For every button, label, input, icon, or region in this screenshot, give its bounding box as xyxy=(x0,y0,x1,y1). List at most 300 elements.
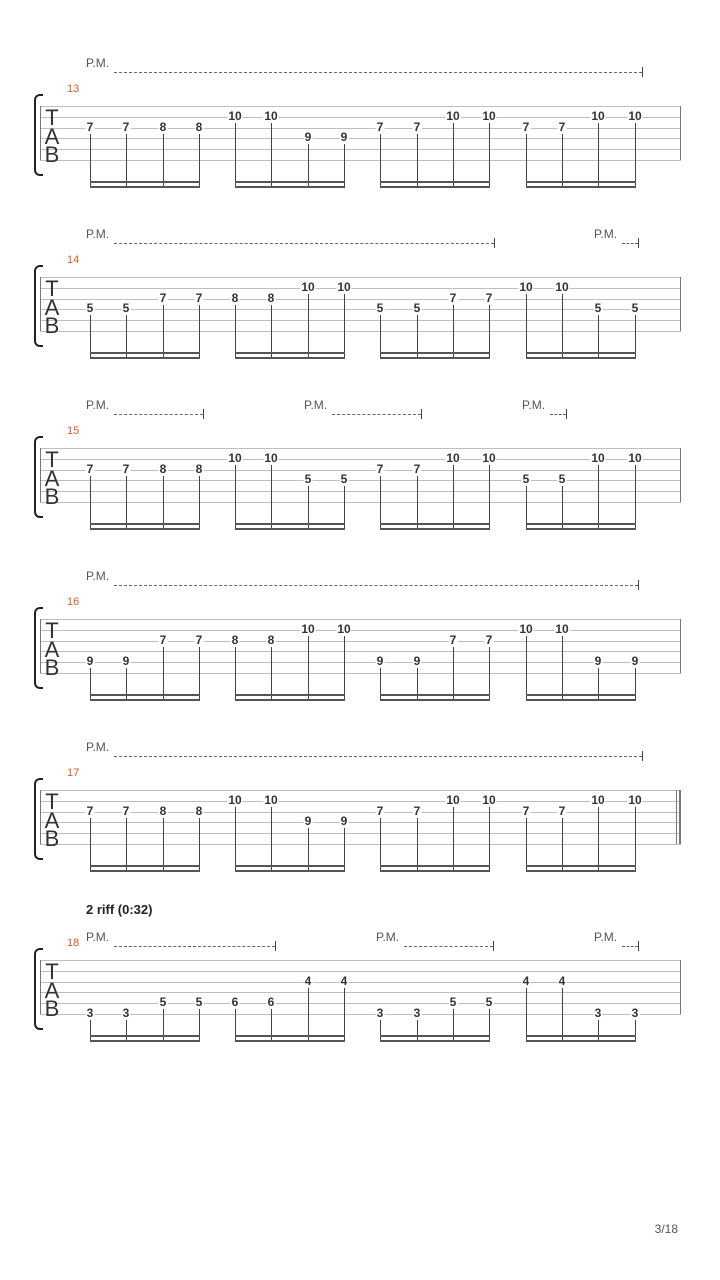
note-stem xyxy=(235,647,236,699)
staff-line xyxy=(40,106,681,107)
fret-number: 8 xyxy=(231,632,239,647)
tab-system xyxy=(0,569,720,729)
measure-number: 15 xyxy=(67,425,80,437)
note-stem xyxy=(308,486,309,528)
staff-line xyxy=(40,630,681,631)
fret-number: 7 xyxy=(522,119,530,134)
palm-mute-end xyxy=(494,238,495,248)
fret-number: 5 xyxy=(413,301,421,316)
barline-right xyxy=(680,277,681,331)
note-beam xyxy=(235,528,345,530)
palm-mute-end xyxy=(642,751,643,761)
fret-number: 7 xyxy=(558,803,566,818)
note-beam xyxy=(380,528,490,530)
note-stem xyxy=(562,134,563,186)
note-stem xyxy=(163,476,164,528)
palm-mute-line xyxy=(622,243,638,244)
fret-number: 9 xyxy=(86,654,94,669)
note-beam xyxy=(380,186,490,188)
note-stem xyxy=(635,1020,636,1040)
note-beam xyxy=(90,181,200,183)
note-stem xyxy=(235,465,236,528)
note-stem xyxy=(598,315,599,357)
fret-number: 8 xyxy=(195,119,203,134)
note-beam xyxy=(90,523,200,525)
note-stem xyxy=(271,465,272,528)
palm-mute-end xyxy=(642,67,643,77)
note-stem xyxy=(417,315,418,357)
note-stem xyxy=(308,988,309,1040)
note-stem xyxy=(417,134,418,186)
note-stem xyxy=(126,1020,127,1040)
palm-mute-label: P.M. xyxy=(86,398,110,412)
fret-number: 10 xyxy=(591,108,605,123)
note-beam xyxy=(90,357,200,359)
tab-clef-letter: T xyxy=(45,789,59,814)
palm-mute-end xyxy=(275,941,276,951)
note-stem xyxy=(308,294,309,357)
note-stem xyxy=(526,294,527,357)
staff-line xyxy=(40,470,681,471)
fret-number: 3 xyxy=(86,1006,94,1020)
note-stem xyxy=(635,807,636,870)
fret-number: 10 xyxy=(446,108,460,123)
note-stem xyxy=(163,647,164,699)
note-stem xyxy=(380,134,381,186)
barline-left xyxy=(40,960,41,1014)
note-stem xyxy=(235,305,236,357)
note-beam xyxy=(380,1040,490,1042)
note-beam xyxy=(380,352,490,354)
fret-number: 5 xyxy=(485,995,493,1010)
fret-number: 3 xyxy=(631,1006,639,1020)
staff-line xyxy=(40,448,681,449)
tab-clef-letter: A xyxy=(44,977,60,1003)
note-beam xyxy=(90,186,200,188)
fret-number: 7 xyxy=(86,461,94,476)
fret-number: 5 xyxy=(195,995,203,1010)
staff-line xyxy=(40,320,681,321)
fret-number: 3 xyxy=(594,1006,602,1020)
note-stem xyxy=(344,144,345,186)
tab-system xyxy=(0,56,720,216)
staff-line xyxy=(40,480,681,481)
note-beam xyxy=(526,699,636,701)
tab-clef-letter: B xyxy=(44,313,60,338)
note-stem xyxy=(489,647,490,699)
note-beam xyxy=(526,181,636,183)
note-stem xyxy=(453,305,454,357)
fret-number: 10 xyxy=(228,792,242,807)
barline-final-thick xyxy=(679,790,681,844)
note-beam xyxy=(526,1040,636,1042)
fret-number: 7 xyxy=(376,461,384,476)
fret-number: 10 xyxy=(264,450,278,465)
palm-mute-line xyxy=(114,72,642,73)
note-stem xyxy=(562,988,563,1040)
barline-left xyxy=(40,106,41,160)
fret-number: 9 xyxy=(340,130,348,145)
fret-number: 10 xyxy=(591,792,605,807)
fret-number: 6 xyxy=(267,995,275,1010)
note-beam xyxy=(380,357,490,359)
note-stem xyxy=(163,305,164,357)
measure-number: 17 xyxy=(67,767,80,779)
palm-mute-end xyxy=(203,409,204,419)
section-label: 2 riff (0:32) xyxy=(86,902,153,917)
note-stem xyxy=(163,818,164,870)
note-beam xyxy=(380,694,490,696)
fret-number: 10 xyxy=(555,279,569,294)
barline-right xyxy=(680,960,681,1014)
staff-line xyxy=(40,662,681,663)
fret-number: 10 xyxy=(482,108,496,123)
note-stem xyxy=(417,1020,418,1040)
palm-mute-label: P.M. xyxy=(594,930,618,944)
staff-line xyxy=(40,1003,681,1004)
note-stem xyxy=(598,465,599,528)
palm-mute-line xyxy=(550,414,566,415)
palm-mute-line xyxy=(114,756,642,757)
note-stem xyxy=(344,828,345,870)
note-stem xyxy=(526,636,527,699)
note-stem xyxy=(380,818,381,870)
staff-line xyxy=(40,288,681,289)
palm-mute-end xyxy=(638,238,639,248)
tab-system xyxy=(0,227,720,387)
note-stem xyxy=(90,315,91,357)
note-stem xyxy=(453,807,454,870)
fret-number: 9 xyxy=(631,654,639,669)
note-stem xyxy=(344,294,345,357)
fret-number: 7 xyxy=(122,461,130,476)
barline-left xyxy=(40,448,41,502)
note-beam xyxy=(90,865,200,867)
staff-line xyxy=(40,277,681,278)
fret-number: 9 xyxy=(304,130,312,145)
note-beam xyxy=(380,870,490,872)
note-stem xyxy=(453,465,454,528)
note-stem xyxy=(562,818,563,870)
note-stem xyxy=(526,486,527,528)
note-stem xyxy=(90,818,91,870)
staff-line xyxy=(40,641,681,642)
staff-line xyxy=(40,619,681,620)
note-stem xyxy=(380,476,381,528)
fret-number: 5 xyxy=(159,995,167,1010)
note-beam xyxy=(90,699,200,701)
tab-clef-letter: B xyxy=(44,996,60,1021)
fret-number: 10 xyxy=(264,792,278,807)
fret-number: 10 xyxy=(482,792,496,807)
fret-number: 4 xyxy=(304,973,312,988)
fret-number: 10 xyxy=(628,792,642,807)
measure-number: 13 xyxy=(67,83,80,95)
palm-mute-label: P.M. xyxy=(594,227,618,241)
barline-right xyxy=(680,448,681,502)
fret-number: 8 xyxy=(159,803,167,818)
fret-number: 10 xyxy=(301,621,315,636)
note-stem xyxy=(235,807,236,870)
fret-number: 7 xyxy=(159,290,167,305)
fret-number: 10 xyxy=(446,450,460,465)
staff-line xyxy=(40,149,681,150)
staff-line xyxy=(40,971,681,972)
palm-mute-line xyxy=(114,585,638,586)
staff-line xyxy=(40,651,681,652)
note-beam xyxy=(90,1035,200,1037)
fret-number: 8 xyxy=(195,803,203,818)
staff-line xyxy=(40,502,681,503)
staff-line xyxy=(40,673,681,674)
fret-number: 8 xyxy=(267,632,275,647)
palm-mute-label: P.M. xyxy=(86,930,110,944)
note-beam xyxy=(235,186,345,188)
fret-number: 10 xyxy=(519,621,533,636)
palm-mute-label: P.M. xyxy=(376,930,400,944)
fret-number: 10 xyxy=(519,279,533,294)
note-stem xyxy=(199,134,200,186)
note-stem xyxy=(526,988,527,1040)
tab-clef-letter: A xyxy=(44,465,60,491)
tab-clef-letter: B xyxy=(44,826,60,851)
fret-number: 7 xyxy=(195,290,203,305)
note-beam xyxy=(235,699,345,701)
note-stem xyxy=(308,636,309,699)
note-beam xyxy=(235,694,345,696)
tab-system xyxy=(0,740,720,900)
page-number: 3/18 xyxy=(654,1222,678,1236)
note-stem xyxy=(562,636,563,699)
palm-mute-label: P.M. xyxy=(86,740,110,754)
note-stem xyxy=(380,315,381,357)
fret-number: 7 xyxy=(485,632,493,647)
palm-mute-line xyxy=(332,414,421,415)
note-stem xyxy=(453,123,454,186)
staff-line xyxy=(40,491,681,492)
palm-mute-line xyxy=(622,946,638,947)
note-stem xyxy=(163,134,164,186)
fret-number: 4 xyxy=(340,973,348,988)
fret-number: 10 xyxy=(591,450,605,465)
note-beam xyxy=(526,870,636,872)
note-beam xyxy=(235,357,345,359)
note-stem xyxy=(90,134,91,186)
fret-number: 10 xyxy=(446,792,460,807)
staff-line xyxy=(40,801,681,802)
tab-clef-letter: T xyxy=(45,105,59,130)
note-stem xyxy=(598,807,599,870)
note-beam xyxy=(235,865,345,867)
fret-number: 10 xyxy=(482,450,496,465)
fret-number: 5 xyxy=(449,995,457,1010)
note-stem xyxy=(235,123,236,186)
fret-number: 7 xyxy=(413,461,421,476)
fret-number: 5 xyxy=(340,472,348,487)
note-stem xyxy=(271,305,272,357)
fret-number: 8 xyxy=(159,461,167,476)
tab-clef-letter: B xyxy=(44,655,60,680)
fret-number: 7 xyxy=(122,803,130,818)
note-beam xyxy=(526,523,636,525)
note-stem xyxy=(308,144,309,186)
staff-line xyxy=(40,833,681,834)
fret-number: 8 xyxy=(231,290,239,305)
fret-number: 10 xyxy=(301,279,315,294)
note-stem xyxy=(598,1020,599,1040)
note-beam xyxy=(235,870,345,872)
note-beam xyxy=(380,523,490,525)
measure-number: 16 xyxy=(67,596,80,608)
tab-clef-letter: A xyxy=(44,807,60,833)
fret-number: 8 xyxy=(195,461,203,476)
fret-number: 9 xyxy=(594,654,602,669)
fret-number: 3 xyxy=(376,1006,384,1020)
note-beam xyxy=(235,181,345,183)
staff-line xyxy=(40,1014,681,1015)
palm-mute-end xyxy=(638,580,639,590)
note-beam xyxy=(235,352,345,354)
palm-mute-label: P.M. xyxy=(522,398,546,412)
fret-number: 10 xyxy=(628,108,642,123)
staff-line xyxy=(40,117,681,118)
fret-number: 5 xyxy=(122,301,130,316)
note-beam xyxy=(235,1040,345,1042)
note-beam xyxy=(526,1035,636,1037)
note-stem xyxy=(271,807,272,870)
note-stem xyxy=(344,636,345,699)
note-stem xyxy=(308,828,309,870)
fret-number: 8 xyxy=(267,290,275,305)
staff-line xyxy=(40,960,681,961)
note-stem xyxy=(199,305,200,357)
note-stem xyxy=(380,1020,381,1040)
staff-line xyxy=(40,812,681,813)
note-stem xyxy=(90,1020,91,1040)
fret-number: 9 xyxy=(413,654,421,669)
fret-number: 10 xyxy=(337,279,351,294)
note-beam xyxy=(90,352,200,354)
note-stem xyxy=(635,123,636,186)
fret-number: 7 xyxy=(449,632,457,647)
fret-number: 5 xyxy=(376,301,384,316)
staff-line xyxy=(40,844,681,845)
note-stem xyxy=(489,305,490,357)
note-stem xyxy=(344,486,345,528)
fret-number: 3 xyxy=(122,1006,130,1020)
fret-number: 7 xyxy=(485,290,493,305)
tab-clef-letter: B xyxy=(44,142,60,167)
fret-number: 9 xyxy=(122,654,130,669)
note-stem xyxy=(126,476,127,528)
fret-number: 10 xyxy=(555,621,569,636)
note-beam xyxy=(235,1035,345,1037)
barline-left xyxy=(40,277,41,331)
staff-line xyxy=(40,160,681,161)
fret-number: 5 xyxy=(86,301,94,316)
barline-right xyxy=(680,619,681,673)
measure-number: 18 xyxy=(67,937,80,949)
tab-clef-letter: A xyxy=(44,636,60,662)
fret-number: 5 xyxy=(594,301,602,316)
note-beam xyxy=(90,694,200,696)
tab-clef-letter: T xyxy=(45,276,59,301)
fret-number: 10 xyxy=(228,450,242,465)
fret-number: 7 xyxy=(195,632,203,647)
measure-number: 14 xyxy=(67,254,80,266)
fret-number: 6 xyxy=(231,995,239,1010)
fret-number: 7 xyxy=(558,119,566,134)
fret-number: 10 xyxy=(228,108,242,123)
note-stem xyxy=(489,807,490,870)
staff-line xyxy=(40,128,681,129)
palm-mute-end xyxy=(638,941,639,951)
note-stem xyxy=(635,465,636,528)
fret-number: 7 xyxy=(413,803,421,818)
barline-left xyxy=(40,790,41,844)
palm-mute-end xyxy=(493,941,494,951)
note-stem xyxy=(526,134,527,186)
tab-clef-letter: A xyxy=(44,294,60,320)
fret-number: 7 xyxy=(159,632,167,647)
palm-mute-line xyxy=(114,243,494,244)
note-stem xyxy=(417,476,418,528)
fret-number: 3 xyxy=(413,1006,421,1020)
fret-number: 10 xyxy=(264,108,278,123)
note-stem xyxy=(199,476,200,528)
fret-number: 4 xyxy=(522,973,530,988)
fret-number: 7 xyxy=(449,290,457,305)
note-stem xyxy=(635,315,636,357)
fret-number: 4 xyxy=(558,973,566,988)
note-beam xyxy=(526,357,636,359)
note-stem xyxy=(90,476,91,528)
note-beam xyxy=(380,699,490,701)
note-beam xyxy=(235,523,345,525)
note-beam xyxy=(526,186,636,188)
note-stem xyxy=(417,818,418,870)
note-beam xyxy=(526,865,636,867)
note-stem xyxy=(489,123,490,186)
staff-line xyxy=(40,299,681,300)
note-stem xyxy=(526,818,527,870)
note-stem xyxy=(562,294,563,357)
staff-line xyxy=(40,138,681,139)
note-stem xyxy=(199,647,200,699)
note-stem xyxy=(344,988,345,1040)
note-beam xyxy=(526,352,636,354)
palm-mute-line xyxy=(114,414,203,415)
note-stem xyxy=(126,315,127,357)
note-beam xyxy=(90,1040,200,1042)
fret-number: 7 xyxy=(86,119,94,134)
note-stem xyxy=(562,486,563,528)
fret-number: 5 xyxy=(304,472,312,487)
palm-mute-label: P.M. xyxy=(304,398,328,412)
note-stem xyxy=(199,818,200,870)
staff-line xyxy=(40,790,681,791)
fret-number: 7 xyxy=(522,803,530,818)
fret-number: 5 xyxy=(631,301,639,316)
palm-mute-line xyxy=(114,946,275,947)
palm-mute-end xyxy=(566,409,567,419)
tab-system xyxy=(0,398,720,558)
fret-number: 5 xyxy=(522,472,530,487)
fret-number: 7 xyxy=(376,803,384,818)
fret-number: 7 xyxy=(376,119,384,134)
tab-system xyxy=(0,902,720,1070)
note-stem xyxy=(271,123,272,186)
